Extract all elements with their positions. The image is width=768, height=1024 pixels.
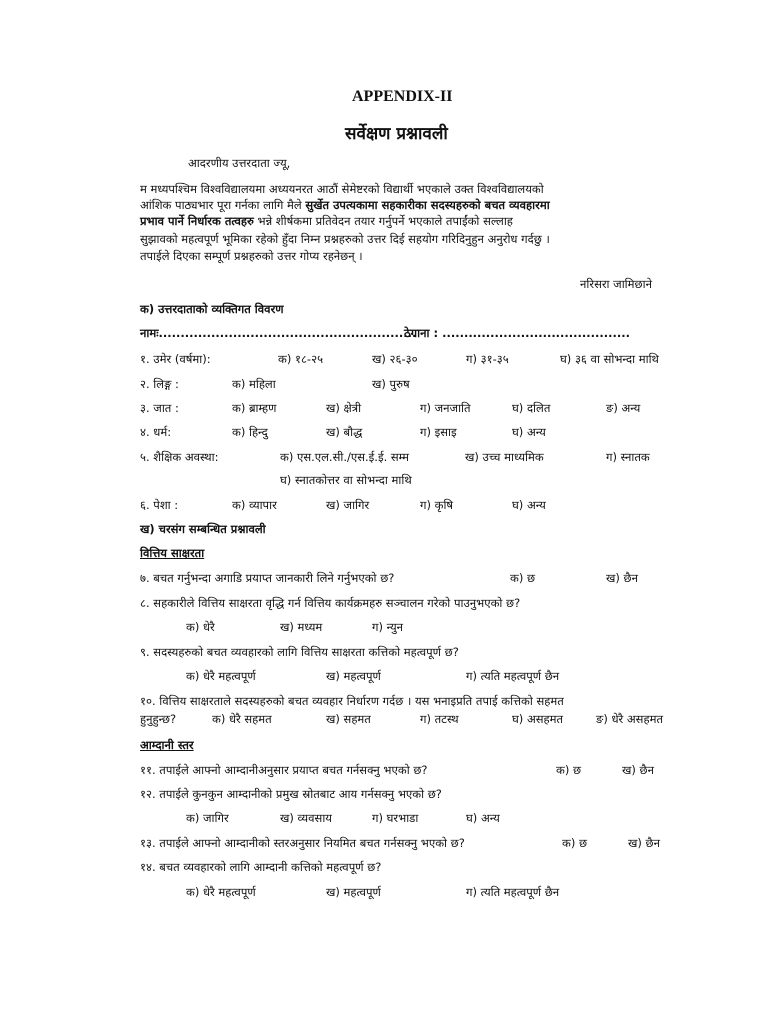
salutation: आदरणीय उत्तरदाता ज्यू, — [188, 156, 291, 170]
q12-option-c: ग) घरभाडा — [372, 811, 419, 825]
q2-option-b: ख) पुरुष — [372, 377, 410, 391]
q1-option-b: ख) २६-३० — [372, 352, 418, 366]
q10-label-line-2: हुनुहुन्छ? — [140, 712, 177, 726]
subsection-financial-literacy: वित्तिय साक्षरता — [140, 546, 205, 560]
q11-option-a: क) छ — [556, 763, 582, 777]
q4-label: ४. धर्म: — [140, 425, 172, 439]
q4-option-c: ग) इसाइ — [420, 425, 457, 439]
q4-option-b: ख) बौद्ध — [326, 425, 363, 439]
name-field: नामः........................................................... — [140, 326, 417, 340]
q9-option-b: ख) महत्वपूर्ण — [326, 669, 381, 683]
q5-label: ५. शैक्षिक अवस्था: — [140, 450, 219, 464]
survey-title: सर्वेक्षण प्रश्नावली — [345, 124, 448, 144]
q10-label-line-1: १०. वित्तिय साक्षरताले सदस्यहरुको बचत व्यवहार निर्धारण गर्दछ । यस भनाइप्रति तपाई कत्तिको सहमत — [140, 694, 564, 708]
q6-option-c: ग) कृषि — [420, 498, 454, 512]
intro-line-5: तपाईले दिएका सम्पूर्ण प्रश्नहरुको उत्तर गोप्य रहनेछन् । — [140, 249, 363, 263]
q5-option-b: ख) उच्च माध्यमिक — [465, 450, 544, 464]
q11-option-b: ख) छैन — [622, 763, 654, 777]
q3-option-c: ग) जनजाति — [420, 401, 471, 415]
appendix-title: APPENDIX-II — [352, 88, 453, 105]
q9-option-c: ग) त्यति महत्वपूर्ण छैन — [466, 669, 560, 683]
q6-option-d: घ) अन्य — [512, 498, 546, 512]
q5-option-d: घ) स्नातकोत्तर वा सोभन्दा माथि — [280, 473, 412, 487]
intro-line-2 — [140, 198, 550, 212]
q8-option-b: ख) मध्यम — [280, 620, 323, 634]
q3-label: ३. जात : — [140, 401, 179, 415]
intro-line-3 — [140, 214, 513, 228]
q14-option-c: ग) त्यति महत्वपूर्ण छैन — [466, 885, 560, 899]
q6-option-b: ख) जागिर — [326, 498, 370, 512]
q4-option-a: क) हिन्दु — [232, 425, 268, 439]
q2-label: २. लिङ्ग : — [140, 377, 179, 391]
q7-label: ७. बचत गर्नुभन्दा अगाडि प्रयाप्त जानकारी लिने गर्नुभएको छ? — [140, 571, 395, 585]
q3-option-d: घ) दलित — [512, 401, 551, 415]
q6-option-a: क) व्यापार — [232, 498, 277, 512]
q8-label: ८. सहकारीले वित्तिय साक्षरता वृद्धि गर्न वित्तिय कार्यक्रमहरु सञ्चालन गरेको पाउनुभएको छ? — [140, 596, 521, 610]
q3-option-a: क) ब्राम्हण — [232, 401, 277, 415]
signature: नरिसरा जामिछाने — [580, 277, 652, 291]
q10-option-e: ङ) धेरै असहमत — [596, 712, 663, 726]
subsection-income-level: आम्दानी स्तर — [140, 738, 194, 752]
q12-label: १२. तपाईले कुनकुन आम्दानीको प्रमुख स्रोतबाट आय गर्नसक्नु भएको छ? — [140, 787, 442, 801]
q13-label: १३. तपाईले आफ्नो आम्दानीको स्तरअनुसार नियमित बचत गर्नसक्नु भएको छ? — [140, 836, 465, 850]
section-a-heading: क) उत्तरदाताको व्यक्तिगत विवरण — [140, 302, 284, 316]
q14-label: १४. बचत व्यवहारको लागि आम्दानी कत्तिको महत्वपूर्ण छ? — [140, 860, 382, 874]
q12-option-a: क) जागिर — [186, 811, 229, 825]
q13-option-b: ख) छैन — [628, 836, 660, 850]
q3-option-b: ख) क्षेत्री — [326, 401, 362, 415]
q13-option-a: क) छ — [562, 836, 588, 850]
q5-option-c: ग) स्नातक — [606, 450, 650, 464]
q14-option-a: क) धेरै महत्वपूर्ण — [186, 885, 256, 899]
q5-option-a: क) एस.एल.सी./एस.ई.ई. सम्म — [280, 450, 409, 464]
q1-option-a: क) १८-२५ — [278, 352, 324, 366]
q10-option-d: घ) असहमत — [512, 712, 564, 726]
q10-option-b: ख) सहमत — [326, 712, 371, 726]
q8-option-a: क) धेरै — [186, 620, 215, 634]
q1-option-d: घ) ३६ वा सोभन्दा माथि — [560, 352, 659, 366]
q1-label: १. उमेर (वर्षमा): — [140, 352, 211, 366]
intro-line-2-text: आंशिक पाठ्यभार पूरा गर्नका लागि मैले — [140, 198, 306, 212]
q7-option-b: ख) छैन — [606, 571, 638, 585]
q9-option-a: क) धेरै महत्वपूर्ण — [186, 669, 256, 683]
q14-option-b: ख) महत्वपूर्ण — [326, 885, 381, 899]
intro-line-4: सुझावको महत्वपूर्ण भूमिका रहेको हुँदा निम्न प्रश्नहरुको उत्तर दिई सहयोग गरिदिनुहुन अनुरोध गर्दछु । — [140, 232, 550, 246]
q11-label: ११. तपाईले आफ्नो आम्दानीअनुसार प्रयाप्त बचत गर्नसक्नु भएको छ? — [140, 763, 428, 777]
q4-option-d: घ) अन्य — [512, 425, 546, 439]
intro-line-3-text: भन्ने शीर्षकमा प्रतिवेदन तयार गर्नुपर्ने भएकाले तपाईंको सल्लाह — [253, 214, 513, 228]
q3-option-e: ङ) अन्य — [606, 401, 641, 415]
q12-option-b: ख) व्यवसाय — [280, 811, 332, 825]
q7-option-a: क) छ — [510, 571, 536, 585]
q8-option-c: ग) न्युन — [372, 620, 404, 634]
q10-option-c: ग) तटस्थ — [420, 712, 459, 726]
q10-option-a: क) धेरै सहमत — [212, 712, 272, 726]
address-field: ठेगाना : ........................................... — [404, 326, 630, 340]
q2-option-a: क) महिला — [232, 377, 276, 391]
q1-option-c: ग) ३१-३५ — [466, 352, 509, 366]
q6-label: ६. पेशा : — [140, 498, 179, 512]
q9-label: ९. सदस्यहरुको बचत व्यवहारको लागि वित्तिय साक्षरता कत्तिको महत्वपूर्ण छ? — [140, 645, 459, 659]
intro-line-2-bold: सुर्खेत उपत्यकामा सहकारीका सदस्यहरुको बचत व्यवहारमा — [305, 198, 550, 212]
intro-line-1: म मध्यपश्चिम विश्वविद्यालयमा अध्ययनरत आठौं सेमेष्टरको विद्यार्थी भएकाले उक्त विश्वविद्यालयको — [140, 182, 544, 196]
intro-line-3-bold: प्रभाव पार्ने निर्धारक तत्वहरु — [140, 214, 254, 228]
q12-option-d: घ) अन्य — [466, 811, 500, 825]
section-b-heading: ख) चरसंग सम्बन्धित प्रश्नावली — [140, 522, 266, 536]
